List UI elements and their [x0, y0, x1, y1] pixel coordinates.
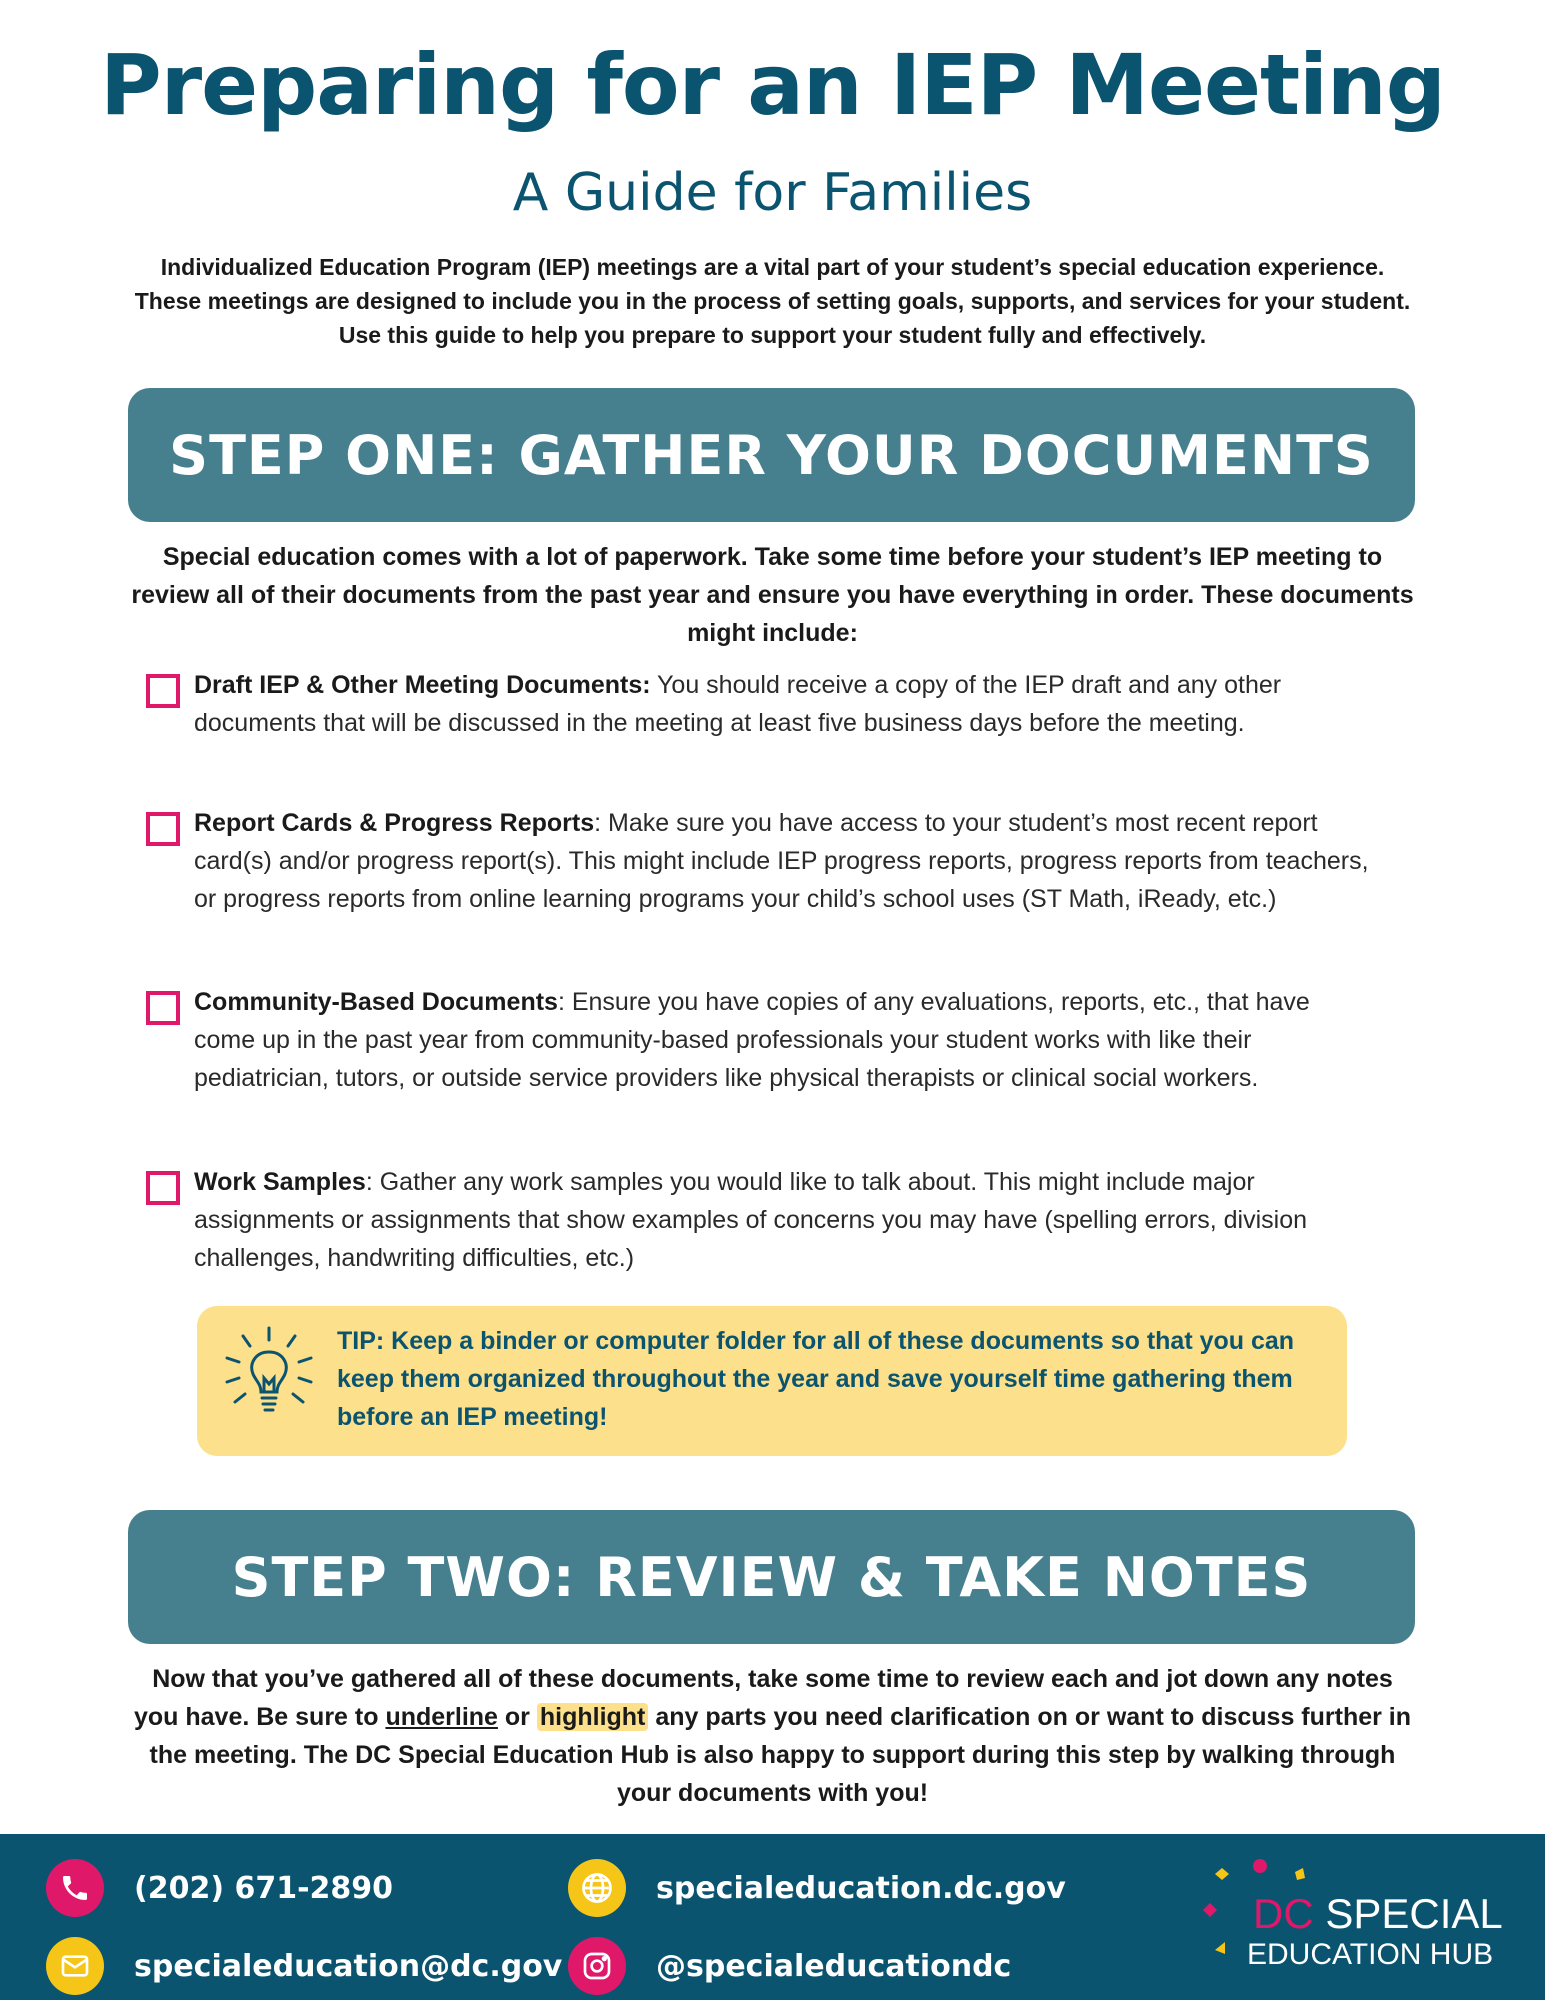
logo-dc: DC — [1253, 1890, 1314, 1937]
logo-line-1 — [1253, 1890, 1503, 1938]
checklist-item-label: Report Cards & Progress Reports — [194, 809, 595, 837]
checklist-item — [146, 983, 1386, 1097]
instagram-icon — [568, 1937, 626, 1995]
dc-special-education-hub-logo — [1195, 1854, 1503, 1984]
email-address: specialeducation@dc.gov — [134, 1948, 563, 1984]
checklist-item — [146, 666, 1386, 742]
checklist-item-label: Community-Based Documents — [194, 988, 558, 1016]
lightbulb-icon — [219, 1322, 319, 1432]
intro-paragraph: Individualized Education Program (IEP) meetings are a vital part of your student’s special education experience. These meetings are designed to include you in the process of setting goals, supports, and services for your student. Use this guide to help you prepare to support your student fully and effectively. — [134, 254, 1411, 348]
globe-icon — [568, 1859, 626, 1917]
website-link: specialeducation.dc.gov — [656, 1870, 1066, 1906]
checkbox[interactable] — [146, 1171, 180, 1205]
checklist-item-description: You should receive a copy of the IEP draft and any other documents that will be discussed in the meeting at least five business days before the meeting. — [194, 671, 1282, 737]
checkbox[interactable] — [146, 991, 180, 1025]
step-two-text-2: or — [497, 1703, 537, 1731]
checklist-item-description: : Gather any work samples you would like to talk about. This might include major assignments or assignments that show examples of concerns you may have (spelling errors, division challenges, handwriting difficulties, etc.) — [194, 1168, 1308, 1272]
phone-number: (202) 671-2890 — [134, 1870, 394, 1906]
logo-special: SPECIAL — [1325, 1890, 1503, 1937]
highlight-word: highlight — [537, 1703, 649, 1731]
step-two-text-1: Now that you’ve gathered all of these documents, take some time to review each and jot down any notes you have. Be sure to — [133, 1665, 1393, 1731]
step-one-banner — [128, 388, 1415, 522]
checklist-item-label: Draft IEP & Other Meeting Documents: — [194, 671, 651, 699]
email-contact[interactable] — [46, 1937, 562, 1995]
checklist-item-text — [194, 983, 1374, 1097]
checklist-item-text — [194, 666, 1374, 742]
checklist-item-description: : Ensure you have copies of any evaluations, reports, etc., that have come up in the past year from community-based professionals your student works with like their pediatrician, tutors, or outside service providers like physical therapists or clinical social workers. — [194, 988, 1310, 1092]
checklist-item-label: Work Samples — [194, 1168, 366, 1196]
page-title: Preparing for an IEP Meeting — [100, 36, 1445, 134]
footer — [0, 1834, 1545, 2000]
page-subtitle: A Guide for Families — [512, 163, 1033, 223]
step-two-title: STEP TWO: REVIEW & TAKE NOTES — [231, 1545, 1312, 1609]
tip-text: TIP: Keep a binder or computer folder for all of these documents so that you can keep them organized throughout the year and save yourself time gathering them before an IEP meeting! — [337, 1327, 1295, 1431]
phone-icon — [46, 1859, 104, 1917]
website-contact[interactable] — [568, 1859, 1066, 1917]
step-two-text-3: any parts you need clarification on or want to discuss further in the meeting. The DC Special Education Hub is also happy to support during this step by walking through your documents with you! — [149, 1703, 1412, 1807]
phone-contact[interactable] — [46, 1859, 393, 1917]
step-one-title: STEP ONE: GATHER YOUR DOCUMENTS — [169, 423, 1374, 487]
checklist-item — [146, 804, 1386, 918]
step-two-paragraph — [130, 1660, 1415, 1812]
social-contact[interactable] — [568, 1937, 1011, 1995]
social-handle: @specialeducationdc — [656, 1948, 1012, 1984]
underline-word: underline — [385, 1703, 498, 1731]
email-icon — [46, 1937, 104, 1995]
checklist-item — [146, 1163, 1386, 1277]
checkbox[interactable] — [146, 812, 180, 846]
tip-box — [197, 1306, 1347, 1456]
checklist-item-description: : Make sure you have access to your student’s most recent report card(s) and/or progress report(s). This might include IEP progress reports, progress reports from teachers, or progress reports from online learning programs your child’s school uses (ST Math, iReady, etc.) — [194, 809, 1369, 913]
step-two-banner — [128, 1510, 1415, 1644]
checklist-item-text — [194, 804, 1374, 918]
step-one-intro: Special education comes with a lot of paperwork. Take some time before your student’s IEP meeting to review all of their documents from the past year and ensure you have everything in order. These documents might include: — [131, 543, 1414, 647]
checkbox[interactable] — [146, 674, 180, 708]
checklist-item-text — [194, 1163, 1374, 1277]
logo-line-2: EDUCATION HUB — [1247, 1938, 1494, 1971]
